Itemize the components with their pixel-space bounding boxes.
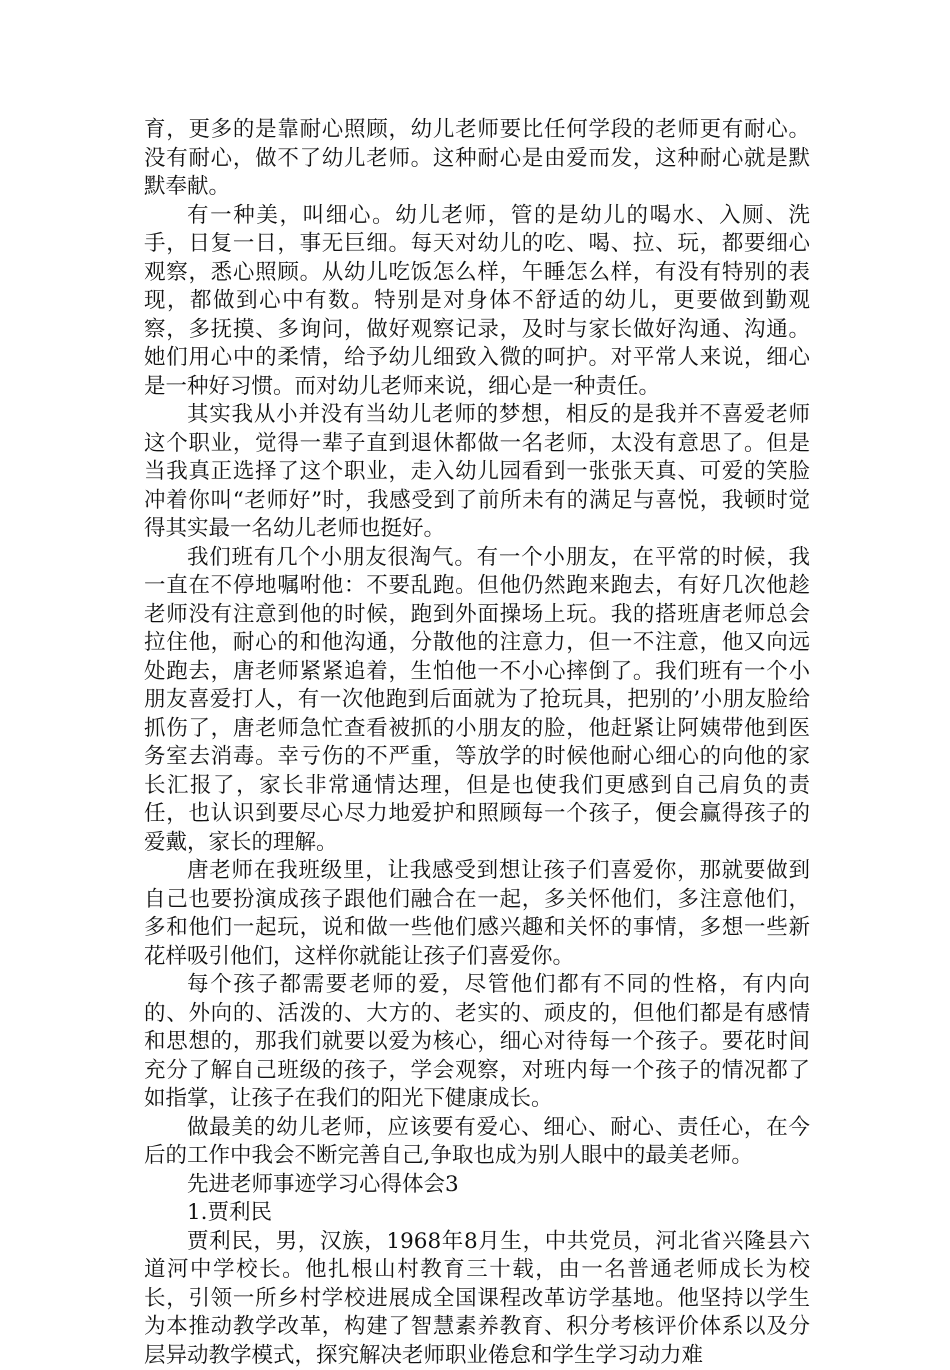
section-heading: 先进老师事迹学习心得体会3 (144, 1171, 810, 1200)
paragraph-jia-limin: 贾利民，男，汉族，1968年8月生，中共党员，河北省兴隆县六道河中学校长。他扎根山村教育三十载，由一名普通老师成长为校长，引领一所乡村学校进展成全国课程改革访学基地。他坚持以学生为本推动教学改革，构建了智慧素养教育、积分考核评价体系以及分层异动教学模式，探究解决老师职业倦怠和学生学习动力难 (144, 1228, 810, 1370)
paragraph-every-child: 每个孩子都需要老师的爱，尽管他们都有不同的性格，有内向的、外向的、活泼的、大方的、老实的、顽皮的，但他们都是有感情和思想的，那我们就要以爱为核心，细心对待每一个孩子。要花时间充分了解自己班级的孩子，学会观察，对班内每一个孩子的情况都了如指掌，让孩子在我们的阳光下健康成长。 (144, 971, 810, 1114)
document-body (144, 116, 810, 1370)
paragraph-career-choice: 其实我从小并没有当幼儿老师的梦想，相反的是我并不喜爱老师这个职业，觉得一辈子直到退休都做一名老师，太没有意思了。但是当我真正选择了这个职业，走入幼儿园看到一张张天真、可爱的笑脸冲着你叫“老师好”时，我感受到了前所未有的满足与喜悦，我顿时觉得其实最一名幼儿老师也挺好。 (144, 401, 810, 544)
paragraph-teacher-tang: 唐老师在我班级里，让我感受到想让孩子们喜爱你，那就要做到自己也要扮演成孩子跟他们融合在一起，多关怀他们，多注意他们，多和他们一起玩，说和做一些他们感兴趣和关怀的事情，多想一些新花样吸引他们，这样你就能让孩子们喜爱你。 (144, 857, 810, 971)
subsection-heading: 1.贾利民 (144, 1199, 810, 1228)
paragraph-naughty-children: 我们班有几个小朋友很淘气。有一个小朋友，在平常的时候，我一直在不停地嘱咐他：不要乱跑。但他仍然跑来跑去，有好几次他趁老师没有注意到他的时候，跑到外面操场上玩。我的搭班唐老师总会拉住他，耐心的和他沟通，分散他的注意力，但一不注意，他又向远处跑去，唐老师紧紧追着，生怕他一不小心摔倒了。我们班有一个小朋友喜爱打人，有一次他跑到后面就为了抢玩具，把别的’小朋友脸给抓伤了，唐老师急忙查看被抓的小朋友的脸，他赶紧让阿姨带他到医务室去消毒。幸亏伤的不严重，等放学的时候他耐心细心的向他的家长汇报了，家长非常通情达理，但是也使我们更感到自己肩负的责任，也认识到要尽心尽力地爱护和照顾每一个孩子，便会赢得孩子的爱戴，家长的理解。 (144, 544, 810, 858)
paragraph-continuation: 育，更多的是靠耐心照顾，幼儿老师要比任何学段的老师更有耐心。没有耐心，做不了幼儿老师。这种耐心是由爱而发，这种耐心就是默默奉献。 (144, 116, 810, 202)
paragraph-carefulness: 有一种美，叫细心。幼儿老师，管的是幼儿的喝水、入厕、洗手，日复一日，事无巨细。每天对幼儿的吃、喝、拉、玩，都要细心观察，悉心照顾。从幼儿吃饭怎么样，午睡怎么样，有没有特别的表现，都做到心中有数。特别是对身体不舒适的幼儿，更要做到勤观察，多抚摸、多询问，做好观察记录，及时与家长做好沟通、沟通。她们用心中的柔情，给予幼儿细致入微的呵护。对平常人来说，细心是一种好习惯。而对幼儿老师来说，细心是一种责任。 (144, 202, 810, 402)
paragraph-conclusion: 做最美的幼儿老师，应该要有爱心、细心、耐心、责任心，在今后的工作中我会不断完善自己,争取也成为别人眼中的最美老师。 (144, 1114, 810, 1171)
